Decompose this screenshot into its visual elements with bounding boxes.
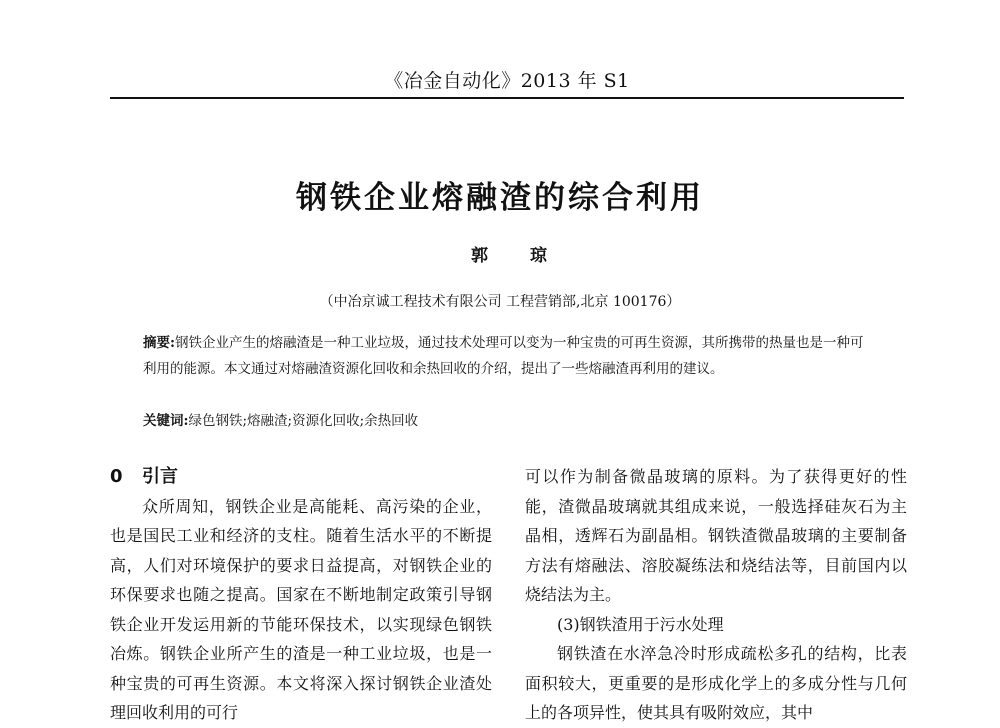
abstract-text: 钢铁企业产生的熔融渣是一种工业垃圾，通过技术处理可以变为一种宝贵的可再生资源，其所携带的热量也是一种可利用的能源。本文通过对熔融渣资源化回收和余热回收的介绍，提出了一些熔融渣再利用的建议。 (143, 335, 864, 377)
author-affiliation: （中冶京诚工程技术有限公司 工程营销部,北京 100176） (319, 294, 681, 310)
abstract-label: 摘要: (143, 335, 175, 351)
header-rule (110, 97, 904, 99)
continuation-paragraph: 可以作为制备微晶玻璃的原料。为了获得更好的性能，渣微晶玻璃就其组成来说，一般选择硅灰石为主晶相，透辉石为副晶相。钢铁渣微晶玻璃的主要制备方法有熔融法、溶胶凝练法和烧结法等，目前国内以烧结法为主。 (525, 467, 907, 604)
author-name: 郭 琼 (471, 246, 565, 266)
keywords-label: 关键词: (143, 413, 189, 429)
subsection-heading: (3)钢铁渣用于污水处理 (557, 614, 724, 634)
intro-paragraph: 众所周知，钢铁企业是高能耗、高污染的企业，也是国民工业和经济的支柱。随着生活水平的不断提高，人们对环境保护的要求日益提高，对钢铁企业的环保要求也随之提高。国家在不断地制定政策引导钢铁企业开发运用新的节能环保技术，以实现绿色钢铁冶炼。钢铁企业所产生的渣是一种工业垃圾，也是一种宝贵的可再生资源。本文将深入探讨钢铁企业渣处理回收利用的可行 (110, 496, 492, 722)
keywords-text: 绿色钢铁;熔融渣;资源化回收;余热回收 (188, 413, 419, 429)
section-heading (110, 462, 492, 492)
journal-header: 《冶金自动化》2013 年 S1 (384, 70, 630, 92)
paper-title: 钢铁企业熔融渣的综合利用 (296, 180, 704, 216)
slag-wastewater-paragraph: 钢铁渣在水淬急冷时形成疏松多孔的结构，比表面积较大，更重要的是形成化学上的多成分性与几何上的各项异性，使其具有吸附效应，其中 (525, 644, 907, 722)
abstract (143, 330, 873, 382)
keywords (143, 408, 873, 434)
section-number: 0 (110, 466, 123, 487)
left-column (110, 462, 492, 728)
right-column (525, 462, 907, 728)
section-title: 引言 (142, 466, 178, 487)
